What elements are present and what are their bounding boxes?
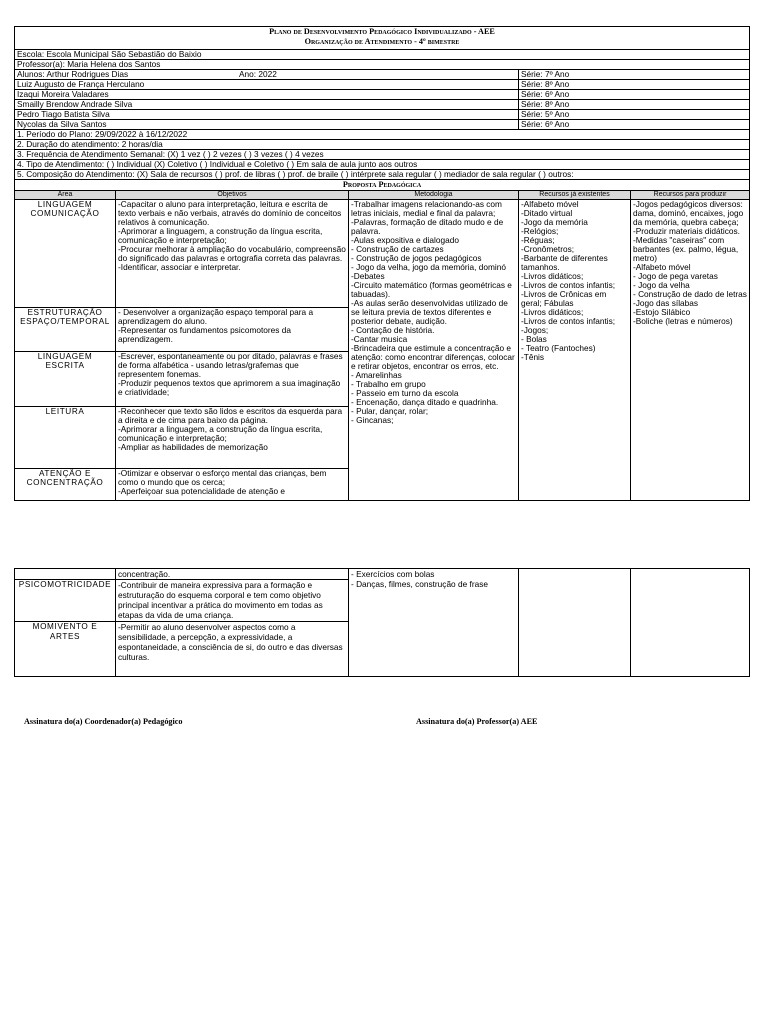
col-objetivos: Objetivos xyxy=(116,191,349,200)
aluno-row xyxy=(15,90,750,100)
aluno-row xyxy=(15,70,750,80)
objetivos-cell: -Capacitar o aluno para interpretação, leitura e escrita de texto verbais e não verbais, através do domínio de conceitos relativos à comunicação. -Aprimorar a linguagem, a construção da língua escrita, comunicação e interpretação; -Procurar melhorar à ampliação do vocabulário, compreensão do significado das palavras e ortografia correta das palavras. -Identificar, associar e interpretar. xyxy=(116,200,349,308)
recursos-existentes-cell xyxy=(519,569,631,677)
proposta-title: Proposta Pedagógica xyxy=(15,180,750,191)
objetivos-cell: -Contribuir de maneira expressiva para a formação e estruturação do esquema corporal e tem como objetivo principal incentivar a prática do movimento em todas as etapas da vida de uma criança. xyxy=(116,580,349,622)
aluno-name: Pedro Tiago Batista Silva xyxy=(15,110,519,120)
metodologia-cell: -Trabalhar imagens relacionando-as com letras iniciais, medial e final da palavra; -Palavras, formação de ditado mudo e de palavra. -Aulas expositiva e dialogado - Construção de cartazes - Construção de jogos pedagógicos - Jogo da velha, jogo da memória, dominó -Debates -Circuito matemático (formas geométricas e tabuadas). -As aulas serão desenvolvidas utilizado de se leitura previa de textos diferentes e posterior debate, audição. - Contação de história. -Cantar musica -Brincadeira que estimule a concentração e atenção: como encontrar diferenças, colocar e retirar objetos, encontrar os erros, etc. - Amarelinhas - Trabalho em grupo - Passeio em turno da escola - Encenação, dança ditado e quadrinha. - Pular, dançar, rolar; - Gincanas; xyxy=(349,200,519,501)
column-headers xyxy=(15,191,750,200)
duracao-field: 2. Duração do atendimento: 2 horas/dia xyxy=(15,140,750,150)
signature-coordenador: Assinatura do(a) Coordenador(a) Pedagógico xyxy=(24,717,183,726)
periodo-field: 1. Período do Plano: 29/09/2022 à 16/12/2022 xyxy=(15,130,750,140)
objetivos-cell: -Otimizar e observar o esforço mental das crianças, bem como o mundo que os cerca; -Aperfeiçoar sua potencialidade de atenção e xyxy=(116,469,349,501)
plan-header xyxy=(15,27,750,50)
aluno-row xyxy=(15,120,750,130)
plan-table-continuation xyxy=(14,568,750,677)
aluno-name: Smailly Brendow Andrade Silva xyxy=(15,100,519,110)
metodologia-cell: - Exercícios com bolas - Danças, filmes, construção de frase xyxy=(349,569,519,677)
recursos-produzir-cell xyxy=(631,569,750,677)
aluno-serie: Série: 7º Ano xyxy=(519,70,750,80)
aluno-name: Izaqui Moreira Valadares xyxy=(15,90,519,100)
frequencia-field: 3. Frequência de Atendimento Semanal: (X) 1 vez ( ) 2 vezes ( ) 3 vezes ( ) 4 vezes xyxy=(15,150,750,160)
plan-table xyxy=(14,26,750,501)
aluno-row xyxy=(15,100,750,110)
objetivos-cell: -Reconhecer que texto são lidos e escritos da esquerda para a direita e de cima para baixo da página. -Aprimorar a linguagem, a construção da língua escrita, comunicação e interpretação; -Ampliar as habilidades de memorização xyxy=(116,407,349,469)
composicao-field: 5. Composição do Atendimento: (X) Sala de recursos ( ) prof. de libras ( ) prof. de braile ( ) intérprete sala regular ( ) mediador de sala regular ( ) outros: xyxy=(15,170,750,180)
aluno-serie: Série: 6º Ano xyxy=(519,120,750,130)
tipo-atendimento-field: 4. Tipo de Atendimento: ( ) Individual (X) Coletivo ( ) Individual e Coletivo ( ) Em sala de aula junto aos outros xyxy=(15,160,750,170)
aluno-serie: Série: 8º Ano xyxy=(519,100,750,110)
aluno-serie: Série: 6º Ano xyxy=(519,90,750,100)
document-title: Plano de Desenvolvimento Pedagógico Individualizado - AEE xyxy=(269,27,495,36)
aluno-name: Alunos: Arthur Rodrigues Dias xyxy=(17,69,129,79)
document-subtitle: Organização de Atendimento - 4º bimestre xyxy=(304,37,460,46)
escola-field: Escola: Escola Municipal São Sebastião do Baixio xyxy=(15,50,750,60)
area-label: LEITURA xyxy=(15,407,116,469)
aluno-row xyxy=(15,80,750,90)
proposta-row xyxy=(15,200,750,308)
col-recursos-produzir: Recursos para produzir xyxy=(631,191,750,200)
aluno-serie: Série: 5º Ano xyxy=(519,110,750,120)
aluno-serie: Série: 8º Ano xyxy=(519,80,750,90)
col-area: Área xyxy=(15,191,116,200)
area-label: LINGUAGEM COMUNICAÇÃO xyxy=(15,200,116,308)
area-label: LINGUAGEM ESCRITA xyxy=(15,352,116,407)
objetivos-cell: -Permitir ao aluno desenvolver aspectos como a sensibilidade, a percepção, a expressividade, a espontaneidade, a consciência de si, do outro e das diversas culturas. xyxy=(116,622,349,677)
aluno-row xyxy=(15,110,750,120)
area-label: MOMIVENTO E ARTES xyxy=(15,622,116,677)
area-label: ATENÇÃO E CONCENTRAÇÃO xyxy=(15,469,116,501)
continuation-row xyxy=(15,569,750,580)
recursos-existentes-cell: -Alfabeto móvel -Ditado virtual -Jogo da memória -Relógios; -Réguas; -Cronômetros; -Barbante de diferentes tamanhos. -Livros didáticos; -Livros de contos infantis; -Livros de Crônicas em geral; Fábulas -Livros didáticos; -Livros de contos infantis; -Jogos; - Bolas - Teatro (Fantoches) -Tênis xyxy=(519,200,631,501)
recursos-produzir-cell: -Jogos pedagógicos diversos: dama, dominó, encaixes, jogo da memória, quebra cabeça; -Produzir materiais didáticos. -Medidas "caseiras" com barbantes (ex. palmo, légua, metro) -Alfabeto móvel - Jogo de pega varetas - Jogo da velha - Construção de dado de letras -Jogo das sílabas -Estojo Silábico -Boliche (letras e números) xyxy=(631,200,750,501)
objetivos-cell: concentração. xyxy=(116,569,349,580)
col-metodologia: Metodologia xyxy=(349,191,519,200)
area-label: PSICOMOTRICIDADE xyxy=(15,580,116,622)
aluno-name: Luiz Augusto de França Herculano xyxy=(15,80,519,90)
ano-field: Ano: 2022 xyxy=(239,69,277,79)
area-label xyxy=(15,569,116,580)
aluno-name: Nycolas da Silva Santos xyxy=(15,120,519,130)
col-recursos-existentes: Recursos já existentes xyxy=(519,191,631,200)
objetivos-cell: -Escrever, espontaneamente ou por ditado, palavras e frases de forma alfabética - usando letras/grafemas que representem fonemas. -Produzir pequenos textos que aprimorem a sua imaginação e criatividade; xyxy=(116,352,349,407)
objetivos-cell: - Desenvolver a organização espaço temporal para a aprendizagem do aluno. -Representar os fundamentos psicomotores da aprendizagem. xyxy=(116,308,349,352)
professor-field: Professor(a): Maria Helena dos Santos xyxy=(15,60,750,70)
signature-professor: Assinatura do(a) Professor(a) AEE xyxy=(416,717,538,726)
area-label: ESTRUTURAÇÃO ESPAÇO/TEMPORAL xyxy=(15,308,116,352)
